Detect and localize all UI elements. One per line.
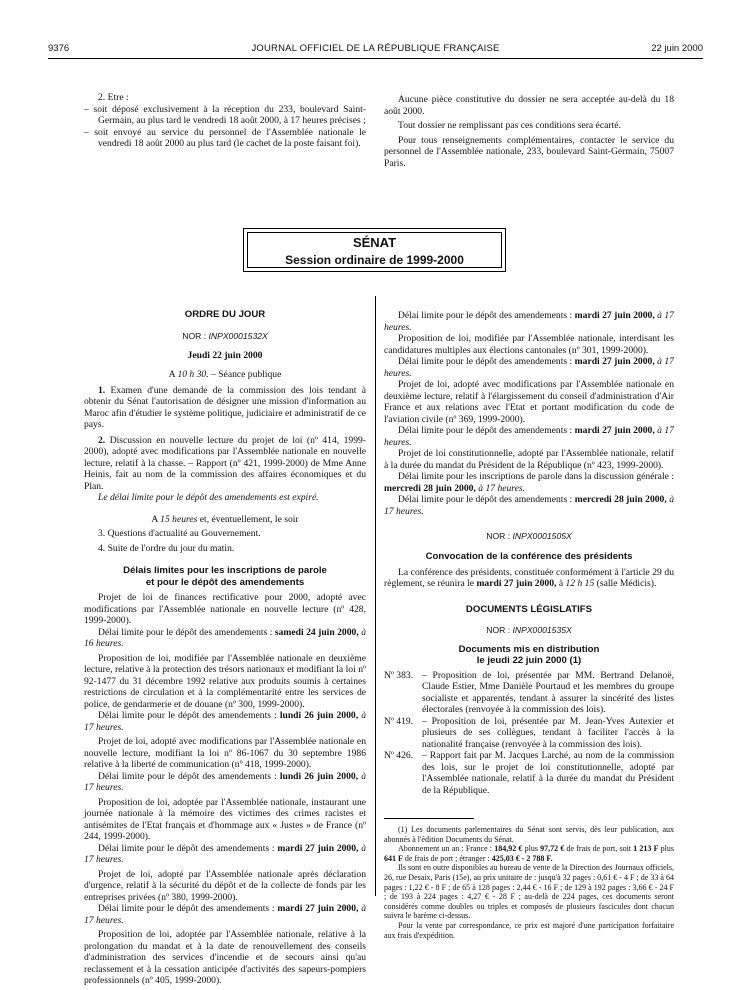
delais-heading: Délais limites pour les inscriptions de parole et pour le dépôt des amendements <box>123 565 327 588</box>
left-column <box>84 309 366 987</box>
footnote-rule <box>384 818 474 819</box>
page-number: 9376 <box>48 43 70 54</box>
convocation-text: La conférence des présidents, constituée conformément à l'article 29 du règlement, se réunira le mardi 27 juin 2000, à 12 h 15 (salle Médicis). <box>384 566 674 590</box>
text-entry: Proposition de loi, adoptée par l'Assemblée nationale, instaurant une journée nationale à la mémoire des victimes des crimes racistes et antisémites de l'Etat français et d'hommage aux « Justes » de France (nº 244, 1999-2000). <box>84 796 366 843</box>
senat-title: SÉNAT <box>352 235 397 250</box>
footnote-text: (1) Les documents parlementaires du Sénat sont servis, dès leur publication, aux abonnés à l'édition Documents du Sénat. <box>384 825 674 844</box>
text-entry: Projet de loi constitutionnelle, adopté par l'Assemblée nationale, relatif à la durée du mandat du Président de la République (nº 423, 1999-2000). <box>384 448 674 471</box>
document-number: Nº 383. <box>384 669 414 681</box>
deadline-line: Délai limite pour le dépôt des amendements : mardi 27 juin 2000, à 17 heures. <box>84 842 366 866</box>
text-entry: Projet de loi de finances rectificative pour 2000, adopté avec modifications par l'Assemblée nationale en nouvelle lecture (nº 428, 1999-2000). <box>84 592 366 627</box>
footnote-text: Pour la vente par correspondance, ce prix est majoré d'une participation forfaitaire aux frais d'expédition. <box>384 920 674 940</box>
top-left-line: 2. Etre : <box>98 92 129 103</box>
text-entry: Proposition de loi, adoptée par l'Assemblée nationale, relative à la prolongation du mandat et à la date de renouvellement des conseils d'administration des services d'incendie et de secours ainsi qu'au reclassement et à la cessation anticipée d'activités des sapeurs-pompiers professionnels (nº 405, 1999-2000). <box>84 929 366 987</box>
documents-subheading: Documents mis en distribution le jeudi 22 juin 2000 (1) <box>458 643 600 667</box>
issue-date: 22 juin 2000 <box>651 43 703 54</box>
deadline-line: Délai limite pour le dépôt des amendements : mardi 27 juin 2000, à 17 heures. <box>84 903 366 926</box>
document-number: Nº 419. <box>384 715 414 727</box>
agenda-item: 4. Suite de l'ordre du jour du matin. <box>98 542 235 554</box>
senat-title-box <box>243 228 506 272</box>
senat-title-inner <box>247 232 502 268</box>
nor-reference: NOR : INPX0001535X <box>486 625 572 636</box>
deadline-line: Délai limite pour les inscriptions de parole dans la discussion générale : mercredi 28 juin 2000, à 17 heures. <box>384 471 674 494</box>
subscription-price: Abonnement un an : France : 184,92 € plus 97,72 € de frais de port, soit 1 213 F plus 641 F de frais de port ; étranger : 425,03 € - 2 788 F. <box>384 844 674 863</box>
session-day: Jeudi 22 juin 2000 <box>187 349 263 361</box>
document-item <box>384 716 674 751</box>
text-entry: Projet de loi, adopté avec modifications par l'Assemblée nationale en deuxième lecture, relatif à l'élargissement du conseil d'administration d'Air France et aux relations avec l'Etat et portant modification du code de l'aviation civile (nº 369, 1999-2000). <box>384 379 674 425</box>
top-right-column <box>384 94 674 169</box>
nor-reference: NOR : INPX0001532X <box>182 330 268 341</box>
deadline-line: Délai limite pour le dépôt des amendements : mardi 27 juin 2000, à 17 heures. <box>384 356 674 379</box>
amendment-note: Le délai limite pour le dépôt des amendements est expiré. <box>98 492 319 504</box>
agenda-item: 1. Examen d'une demande de la commission des lois tendant à obtenir du Sénat l'autorisation de désigner une mission d'information au Maroc afin d'étudier le système politique, judiciaire et administratif de ce pays. <box>84 384 366 431</box>
ordre-du-jour-heading: ORDRE DU JOUR <box>184 309 266 320</box>
footnote <box>384 818 674 940</box>
deadline-line: Délai limite pour le dépôt des amendements : lundi 26 juin 2000, à 17 heures. <box>84 710 366 733</box>
document-description: – Proposition de loi, présentée par MM. Bertrand Delanoë, Claude Estier, Mme Danièle Pourtaud et les membres du groupe socialiste et apparentés, tendant à assurer la sincérité des listes électorales (renvoyée à la commission des lois). <box>422 669 674 716</box>
top-right-line: Aucune pièce constitutive du dossier ne sera acceptée au-delà du 18 août 2000. <box>384 94 674 117</box>
deadline-line: Délai limite pour le dépôt des amendements : mercredi 28 juin 2000, à 17 heures. <box>384 494 674 517</box>
column-separator <box>375 296 376 896</box>
top-right-line: Tout dossier ne remplissant pas ces conditions sera écarté. <box>398 120 621 131</box>
top-left-line: – soit envoyé au service du personnel de l'Assemblée nationale le vendredi 18 août 2000 au plus tard (le cachet de la poste faisant foi). <box>84 126 366 149</box>
nor-reference: NOR : INPX0001505X <box>486 531 572 541</box>
document-item <box>384 750 674 796</box>
text-entry: Proposition de loi, modifiée par l'Assemblée nationale en deuxième lecture, relative à la protection des trésors nationaux et modifiant la loi nº 92-1477 du 31 décembre 1992 relative aux produits soumis à certaines restrictions de circulation et à la complémentarité entre les services de police, de gendarmerie et de douane (nº 300, 1999-2000). <box>84 652 366 710</box>
text-entry: Proposition de loi, modifiée par l'Assemblée nationale, interdisant les candidatures multiples aux élections cantonales (nº 301, 1999-2000). <box>384 333 674 356</box>
text-entry: Projet de loi, adopté par l'Assemblée nationale après déclaration d'urgence, relatif à la sécurité du dépôt et de la collecte de fonds par les entreprises privées (nº 380, 1999-2000). <box>84 868 366 903</box>
deadline-line: Délai limite pour le dépôt des amendements : mardi 27 juin 2000, à 17 heures. <box>384 310 674 333</box>
top-left-column <box>84 92 366 150</box>
journal-title: JOURNAL OFFICIEL DE LA RÉPUBLIQUE FRANÇAISE <box>251 43 500 54</box>
header-rule <box>48 58 703 59</box>
deadline-line: Délai limite pour le dépôt des amendements : lundi 26 juin 2000, à 17 heures. <box>84 770 366 794</box>
afternoon-session: A 15 heures et, éventuellement, le soir <box>151 513 299 525</box>
unit-price-text: Ils sont en outre disponibles au bureau de vente de la Direction des Journaux officiels, 26, rue Desaix, Paris (15e), au prix unitaire de : jusqu'à 32 pages : 0,61 € - 4 F ; de 33 à 64 pages : 1,22 € - 8 F ; de 65 à 128 pages : 2,44 € - 16 F ; de 129 à 192 pages : 3,66 € - 24 F ; de 193 à 224 pages : 4,27 € - 28 F ; au-delà de 224 pages, ces documents seront considérés comme doubles ou triples et composés de plusieurs fascicules dont chacun suivra le barème ci-dessus. <box>384 863 674 921</box>
agenda-item: 2. Discussion en nouvelle lecture du projet de loi (nº 414, 1999-2000), adopté avec modifications par l'Assemblée nationale en nouvelle lecture, relatif à la chasse. – Rapport (nº 421, 1999-2000) de Mme Anne Heinis, fait au nom de la commission des affaires économiques et du Plan. <box>84 434 366 492</box>
document-item <box>384 670 674 716</box>
senat-session: Session ordinaire de 1999-2000 <box>285 252 464 267</box>
deadline-line: Délai limite pour le dépôt des amendements : mardi 27 juin 2000, à 17 heures. <box>384 425 674 448</box>
documents-heading: DOCUMENTS LÉGISLATIFS <box>465 603 593 615</box>
document-description: – Rapport fait par M. Jacques Larché, au nom de la commission des lois, sur le projet de loi constitutionnelle, adopté par l'Assemblée nationale, relatif à la durée du mandat du Président de la République. <box>422 750 674 796</box>
running-header <box>48 43 703 57</box>
agenda-item: 3. Questions d'actualité au Gouvernement. <box>98 528 261 540</box>
document-number: Nº 426. <box>384 750 414 762</box>
top-left-line: – soit déposé exclusivement à la réception du 233, boulevard Saint-Germain, au plus tard le vendredi 18 août 2000, à 17 heures précises ; <box>84 103 366 126</box>
morning-session: A 10 h 30. – Séance publique <box>168 369 282 381</box>
document-description: – Proposition de loi, présentée par M. Jean-Yves Autexier et plusieurs de ses collègues, tendant à faciliter l'accès à la nationalité française (renvoyée à la commission des lois). <box>422 715 674 750</box>
text-entry: Projet de loi, adopté avec modifications par l'Assemblée nationale en nouvelle lecture, modifiant la loi nº 86-1067 du 30 septembre 1986 relative à la liberté de communication (nº 418, 1999-2000). <box>84 736 366 771</box>
deadline-line: Délai limite pour le dépôt des amendements : samedi 24 juin 2000, à 16 heures. <box>84 626 366 650</box>
convocation-heading: Convocation de la conférence des présidents <box>425 551 633 563</box>
top-right-line: Pour tous renseignements complémentaires, contacter le service du personnel de l'Assemblée nationale, 233, boulevard Saint-Germain, 75007 Paris. <box>384 134 674 169</box>
